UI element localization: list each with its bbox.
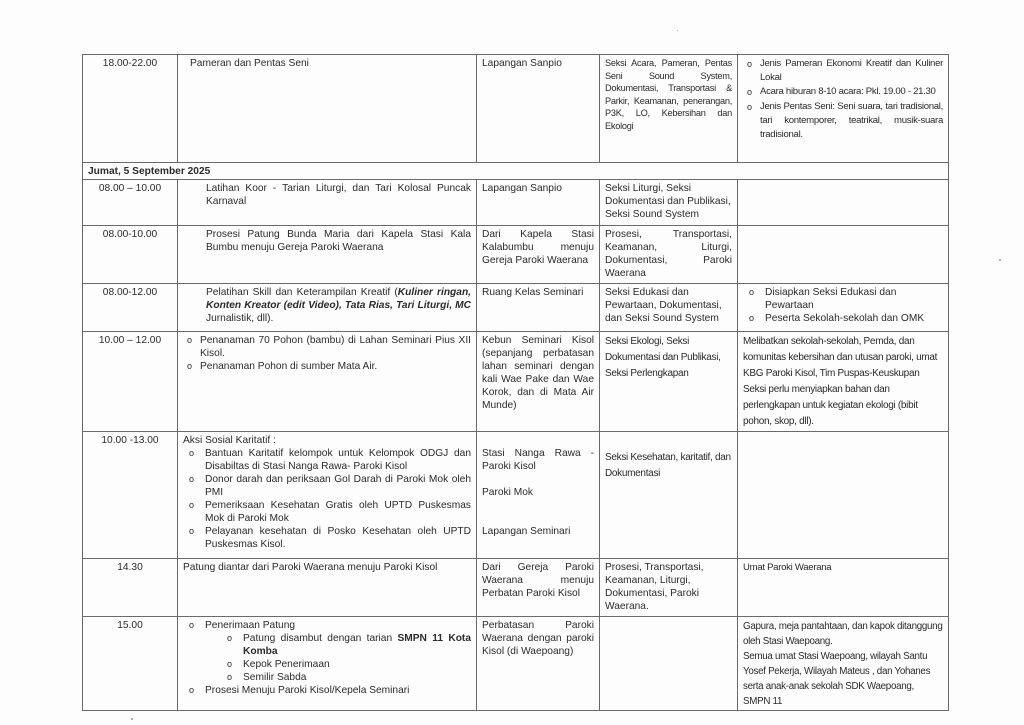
notes-cell <box>738 55 949 163</box>
section-date: Jumat, 5 September 2025 <box>83 163 949 180</box>
location-cell: Lapangan Sanpio <box>477 55 600 163</box>
activity-item: o Pelayanan kesehatan di Posko Kesehatan oleh UPTD Puskesmas Kisol. <box>183 525 471 551</box>
activity-item: o Prosesi Menuju Paroki Kisol/Kepela Seminari <box>183 684 471 697</box>
sub-activity-item <box>221 632 471 658</box>
activity-list <box>183 334 471 373</box>
table-row <box>83 432 949 559</box>
activity-item: o Penanaman 70 Pohon (bambu) di Lahan Seminari Pius XII Kisol. <box>183 334 471 360</box>
table-row <box>83 180 949 226</box>
location-item: Stasi Nanga Rawa - Paroki Kisol <box>482 448 594 472</box>
activity-cell <box>178 617 477 711</box>
activity-emphasis: Kuliner ringan, Konten Kreator (edit Video), Tata Rias, Tari Liturgi, MC <box>206 287 472 311</box>
time-cell: 18.00-22.00 <box>83 55 178 163</box>
location-cell: Kebun Seminari Kisol (sepanjang perbatasan lahan seminari dengan kali Wae Pake dan Wae Korok, dan di Mata Air Munde) <box>477 332 600 432</box>
location-cell: Lapangan Sanpio <box>477 180 600 226</box>
activity-list <box>183 447 471 551</box>
activity-cell <box>178 55 477 163</box>
table-row <box>83 617 949 711</box>
pic-cell: Seksi Liturgi, Seksi Dokumentasi dan Publikasi, Seksi Sound System <box>600 180 738 226</box>
notes-cell: Melibatkan sekolah-sekolah, Pemda, dan komunitas kebersihan dan utusan paroki, umat KBG Paroki Kisol, Tim Puspas-Keuskupan Seksi perlu menyiapkan bahan dan perlengkapan untuk kegiatan ekologi (bibit pohon, skop, dll). <box>738 332 949 432</box>
activity-list <box>183 619 471 697</box>
section-row <box>83 163 949 180</box>
table-row <box>83 332 949 432</box>
time-cell: 10.00 – 12.00 <box>83 332 178 432</box>
activity-text: Pameran dan Pentas Seni <box>190 58 309 69</box>
time-cell: 08.00-10.00 <box>83 226 178 284</box>
activity-cell: Prosesi Patung Bunda Maria dari Kapela Stasi Kala Bumbu menuju Gereja Paroki Waerana <box>178 226 477 284</box>
sub-activity-item: o Semilir Sabda <box>221 671 471 684</box>
note-item: o Disiapkan Seksi Edukasi dan Pewartaan <box>743 286 943 312</box>
activity-text: Pelatihan Skill dan Keterampilan Kreatif ( <box>206 287 398 298</box>
notes-cell <box>738 180 949 226</box>
note-item: o Jenis Pameran Ekonomi Kreatif dan Kuliner Lokal <box>743 57 943 85</box>
school-name: SMPN 11 Kota Komba <box>243 633 471 657</box>
time-cell: 14.30 <box>83 559 178 617</box>
activity-item: o Bantuan Karitatif kelompok untuk Kelompok ODGJ dan Disabiltas di Stasi Nanga Rawa- Paroki Kisol <box>183 447 471 473</box>
time-cell: 08.00-12.00 <box>83 284 178 332</box>
time-cell: 08.00 – 10.00 <box>83 180 178 226</box>
time-cell: 15.00 <box>83 617 178 711</box>
notes-list <box>743 57 943 142</box>
pic-cell: Prosesi, Transportasi, Keamanan, Liturgi, Dokumentasi, Paroki Waerana <box>600 226 738 284</box>
location-cell <box>477 432 600 559</box>
notes-cell <box>738 617 949 711</box>
location-cell: Ruang Kelas Seminari <box>477 284 600 332</box>
activity-cell: Latihan Koor - Tarian Liturgi, dan Tari Kolosal Puncak Karnaval <box>178 180 477 226</box>
activity-cell: Patung diantar dari Paroki Waerana menuju Paroki Kisol <box>178 559 477 617</box>
location-cell: Dari Gereja Paroki Waerana menuju Perbatan Paroki Kisol <box>477 559 600 617</box>
pic-cell: Seksi Ekologi, Seksi Dokumentasi dan Publikasi, Seksi Perlengkapan <box>600 332 738 432</box>
table-row <box>83 55 949 163</box>
activity-text-end: Jurnalistik, dll). <box>206 313 274 324</box>
activity-item: o Pemeriksaan Kesehatan Gratis oleh UPTD Puskesmas Mok di Paroki Mok <box>183 499 471 525</box>
note-text: Semua umat Stasi Waepoang, wilayah Santu Yosef Pekerja, Wilayah Mateus , dan Yohanes serta anak-anak sekolah SDK Waepoang, SMPN 11 <box>743 651 931 707</box>
pic-cell: Prosesi, Transportasi, Keamanan, Liturgi, Dokumentasi, Paroki Waerana. <box>600 559 738 617</box>
activity-cell <box>178 332 477 432</box>
scan-speck <box>999 259 1001 261</box>
activity-item <box>183 619 471 684</box>
notes-cell <box>738 226 949 284</box>
schedule-table <box>82 54 949 711</box>
activity-item: o Penanaman Pohon di sumber Mata Air. <box>183 360 471 373</box>
activity-item-text: Penerimaan Patung <box>205 620 296 631</box>
activity-cell <box>178 432 477 559</box>
activity-heading: Aksi Sosial Karitatif : <box>183 435 276 446</box>
scan-speck <box>677 30 678 31</box>
sub-activity-text: Patung disambut dengan tarian <box>243 633 398 644</box>
note-item: o Jenis Pentas Seni: Seni suara, tari tradisional, tari kontemporer, teatrikal, musik-suara tradisional. <box>743 100 943 143</box>
activity-cell <box>178 284 477 332</box>
location-cell: Dari Kapela Stasi Kalabumbu menuju Gereja Paroki Waerana <box>477 226 600 284</box>
note-item: o Acara hiburan 8-10 acara: Pkl. 19.00 - 21.30 <box>743 85 943 99</box>
pic-cell <box>600 617 738 711</box>
table-row <box>83 284 949 332</box>
pic-cell: Seksi Edukasi dan Pewartaan, Dokumentasi, dan Seksi Sound System <box>600 284 738 332</box>
time-cell: 10.00 -13.00 <box>83 432 178 559</box>
pic-cell: Seksi Acara, Pameran, Pentas Seni Sound System, Dokumentasi, Transportasi & Parkir, Keamanan, penerangan, P3K, LO, Kebersihan dan Ekologi <box>600 55 738 163</box>
sub-activity-item: o Kepok Penerimaan <box>221 658 471 671</box>
location-item: Lapangan Seminari <box>482 526 571 537</box>
scan-speck <box>131 718 133 720</box>
notes-cell <box>738 284 949 332</box>
table-row <box>83 559 949 617</box>
notes-cell: Umat Paroki Waerana <box>738 559 949 617</box>
note-item: o Peserta Sekolah-sekolah dan OMK <box>743 312 943 325</box>
note-text: Gapura, meja pantahtaan, dan kapok ditanggung oleh Stasi Waepoang. <box>743 621 943 647</box>
location-item: Paroki Mok <box>482 487 533 498</box>
activity-item: o Donor darah dan periksaan Gol Darah di Paroki Mok oleh PMI <box>183 473 471 499</box>
pic-text: Seksi Kesehatan, karitatif, dan Dokumentasi <box>605 452 731 479</box>
notes-list <box>743 286 943 325</box>
pic-cell <box>600 432 738 559</box>
sub-activity-list <box>205 632 471 684</box>
notes-cell <box>738 432 949 559</box>
table-row <box>83 226 949 284</box>
location-cell: Perbatasan Paroki Waerana dengan paroki Kisol (di Waepoang) <box>477 617 600 711</box>
